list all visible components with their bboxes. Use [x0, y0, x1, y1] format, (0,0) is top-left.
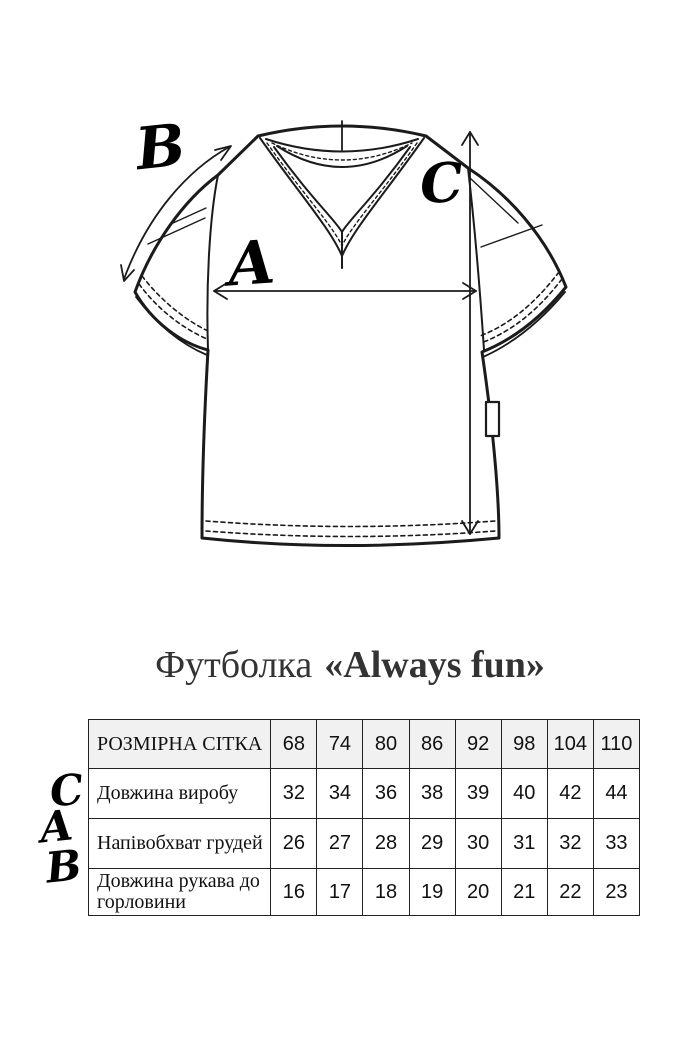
size-col-header: 92: [455, 720, 501, 769]
table-cell: 44: [593, 769, 639, 819]
label-b-sleeve: B: [132, 110, 187, 184]
label-a-chest: A: [225, 227, 275, 301]
row-label: Довжина рукава до горловини: [89, 869, 271, 916]
size-col-header: 110: [593, 720, 639, 769]
row-label: Напівобхват грудей: [89, 819, 271, 869]
table-cell: 19: [409, 869, 455, 916]
size-col-header: 98: [501, 720, 547, 769]
table-cell: 22: [547, 869, 593, 916]
table-row-letter-a: A: [37, 800, 74, 853]
size-table-header-row: [89, 720, 640, 769]
table-row-chest: [89, 819, 640, 869]
table-row-letter-c: C: [47, 764, 84, 817]
product-name-text: «Always fun»: [324, 644, 545, 686]
care-tag: [486, 402, 499, 436]
table-cell: 40: [501, 769, 547, 819]
page-title: [0, 643, 700, 687]
table-cell: 20: [455, 869, 501, 916]
table-cell: 36: [363, 769, 409, 819]
table-row-sleeve: [89, 869, 640, 916]
table-cell: 28: [363, 819, 409, 869]
size-col-header: 104: [547, 720, 593, 769]
table-cell: 31: [501, 819, 547, 869]
table-cell: 33: [593, 819, 639, 869]
table-cell: 38: [409, 769, 455, 819]
size-col-header: 68: [271, 720, 317, 769]
size-col-header: 86: [409, 720, 455, 769]
table-cell: 39: [455, 769, 501, 819]
table-row-length: [89, 769, 640, 819]
size-table: [88, 719, 640, 916]
table-cell: 26: [271, 819, 317, 869]
size-grid-header: РОЗМІРНА СІТКА: [89, 720, 271, 769]
size-col-header: 80: [363, 720, 409, 769]
table-cell: 18: [363, 869, 409, 916]
table-cell: 29: [409, 819, 455, 869]
table-cell: 23: [593, 869, 639, 916]
table-cell: 32: [271, 769, 317, 819]
table-row-letter-b: B: [43, 840, 82, 893]
table-cell: 30: [455, 819, 501, 869]
label-c-length: C: [417, 149, 464, 217]
table-cell: 32: [547, 819, 593, 869]
shirt-outline: [135, 126, 566, 546]
table-cell: 17: [317, 869, 363, 916]
table-cell: 42: [547, 769, 593, 819]
table-cell: 34: [317, 769, 363, 819]
size-col-header: 74: [317, 720, 363, 769]
table-cell: 16: [271, 869, 317, 916]
table-cell: 21: [501, 869, 547, 916]
row-label: Довжина виробу: [89, 769, 271, 819]
product-type-text: Футболка: [155, 644, 313, 686]
table-cell: 27: [317, 819, 363, 869]
